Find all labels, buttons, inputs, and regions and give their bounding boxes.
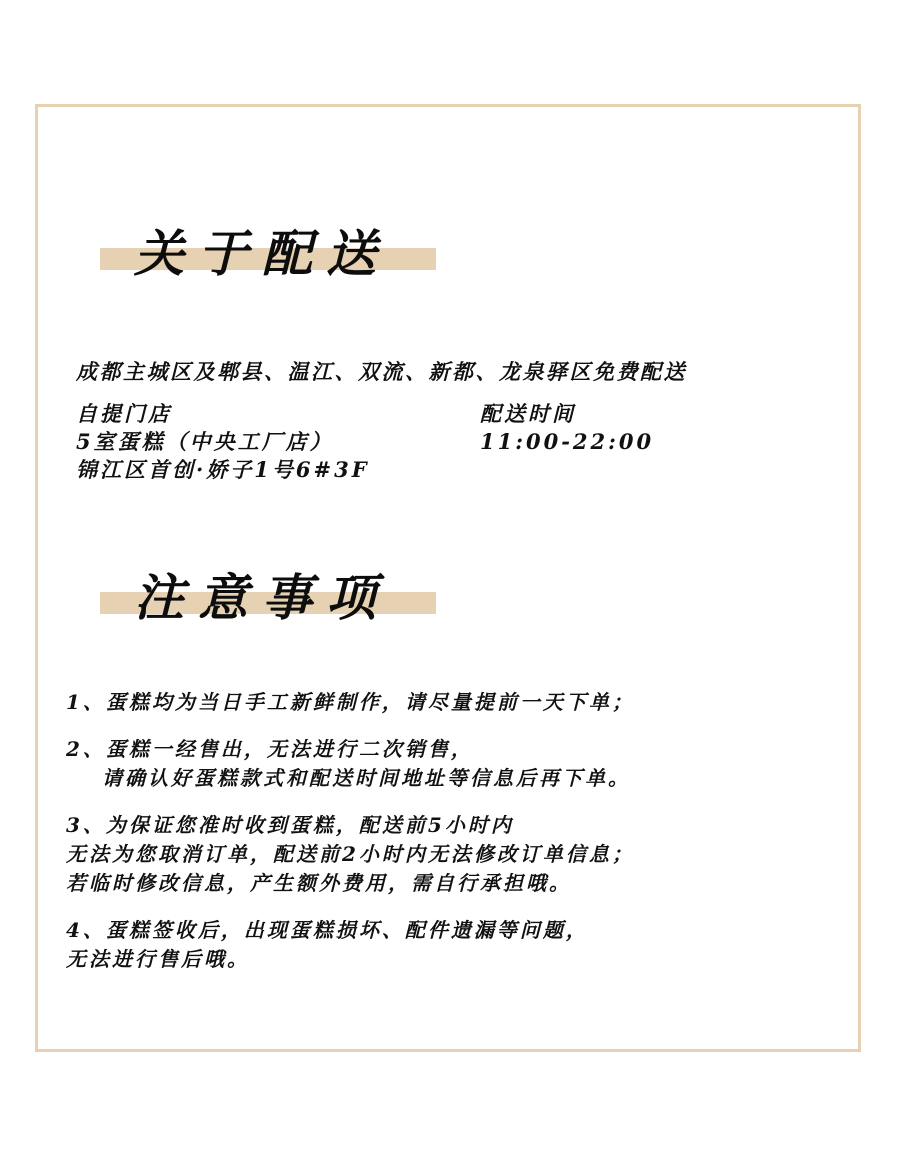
note-line: 请确认好蛋糕款式和配送时间地址等信息后再下单。 [102,766,631,790]
note-item-4 [66,916,846,974]
pickup-address: 锦江区首创·娇子1号6#3F [76,457,370,482]
note-line: 4、蛋糕签收后，出现蛋糕损坏、配件遗漏等问题， [66,918,589,942]
notes-list [66,688,846,992]
note-line: 无法进行售后哦。 [66,947,250,971]
note-line: 1、蛋糕均为当日手工新鲜制作，请尽量提前一天下单； [66,690,635,714]
pickup-store: 5室蛋糕（中央工厂店） [76,429,334,454]
note-line: 3、为保证您准时收到蛋糕，配送前5小时内 [66,813,514,837]
note-item-2 [66,735,846,793]
note-line: 无法为您取消订单，配送前2小时内无法修改订单信息； [66,842,635,866]
section-title-notes [100,558,440,628]
note-line: 若临时修改信息，产生额外费用，需自行承担哦。 [66,871,572,895]
delivery-time-value: 11:00-22:00 [480,429,655,454]
pickup-label: 自提门店 [76,401,172,426]
notes-title: 注意事项 [134,568,390,627]
note-line: 2、蛋糕一经售出，无法进行二次销售， [66,737,474,761]
delivery-time-label: 配送时间 [480,401,576,426]
note-item-1 [66,688,846,717]
note-item-3 [66,811,846,898]
section-title-delivery [100,214,440,284]
delivery-title: 关于配送 [134,224,390,283]
free-delivery-text: 成都主城区及郫县、温江、双流、新都、龙泉驿区免费配送 [76,359,687,384]
